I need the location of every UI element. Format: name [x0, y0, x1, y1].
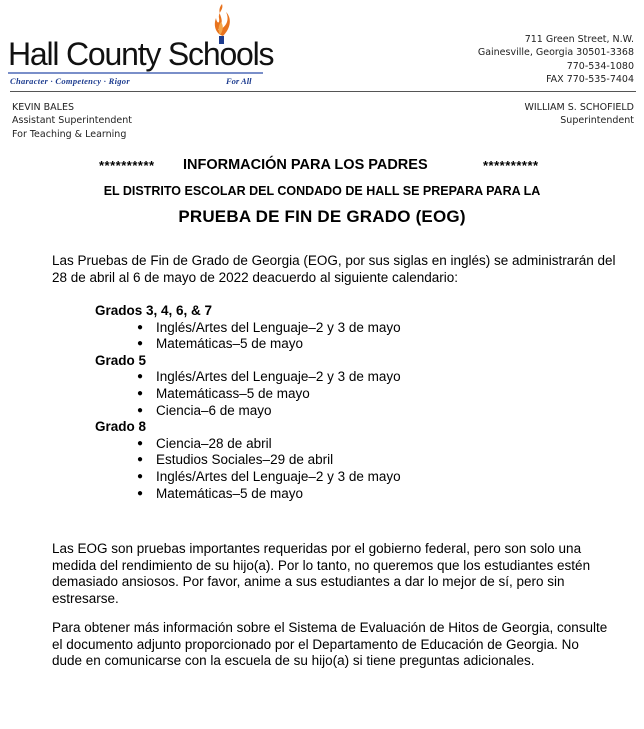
- notice-title: INFORMACIÓN PARA LOS PADRES: [183, 157, 428, 173]
- schedule-item-text: Matemáticas–5 de mayo: [156, 485, 304, 501]
- schedule-item: [95, 320, 401, 337]
- letterhead-divider: [10, 91, 636, 92]
- grade-block: [95, 419, 401, 502]
- superintendent-block: [524, 101, 634, 128]
- schedule-item: [95, 369, 401, 386]
- bullet-icon: ●: [137, 454, 144, 466]
- logo-wordmark: Hall County Schools: [8, 36, 274, 72]
- bullet-icon: ●: [137, 321, 144, 333]
- schedule-item-text: Matemáticas–5 de mayo: [156, 336, 304, 352]
- official-title: Assistant Superintendent: [12, 115, 133, 127]
- bullet-icon: ●: [137, 387, 144, 399]
- official-title: Superintendent: [560, 115, 634, 127]
- bullet-icon: ●: [137, 338, 144, 350]
- schedule-item: [95, 386, 401, 403]
- grade-label: Grados 3, 4, 6, & 7: [95, 303, 213, 318]
- schedule-item-text: Matemáticass–5 de mayo: [156, 385, 310, 401]
- notice-heading: [0, 157, 644, 177]
- schedule-item-text: Inglés/Artes del Lenguaje–2 y 3 de mayo: [156, 319, 401, 335]
- schedule-item-text: Ciencia–6 de mayo: [156, 402, 272, 418]
- assistant-superintendent-block: [12, 101, 132, 141]
- logo-underline: [8, 72, 263, 74]
- schedule-item-text: Estudios Sociales–29 de abril: [156, 452, 334, 468]
- schedule-item: [95, 403, 401, 420]
- grade-block: [95, 303, 401, 353]
- bullet-icon: ●: [137, 470, 144, 482]
- logo-tagline-right: For All: [226, 76, 252, 86]
- document-title: PRUEBA DE FIN DE GRADO (EOG): [178, 207, 466, 226]
- schedule-item-text: Inglés/Artes del Lenguaje–2 y 3 de mayo: [156, 369, 401, 385]
- schedule-item: [95, 452, 401, 469]
- logo-tagline: Character · Competency · Rigor: [10, 76, 130, 86]
- schedule-item: [95, 486, 401, 503]
- test-schedule: [95, 303, 401, 502]
- bullet-icon: ●: [137, 371, 144, 383]
- schedule-item-text: Ciencia–28 de abril: [156, 435, 272, 451]
- schedule-item-text: Inglés/Artes del Lenguaje–2 y 3 de mayo: [156, 468, 401, 484]
- address-line: 711 Green Street, N.W.: [524, 34, 634, 45]
- importance-paragraph: Las EOG son pruebas importantes requeridas por el gobierno federal, pero son solo una medida del rendimiento de su hijo(a). Por lo tanto, no queremos que los estudiantes estén demasiado ansiosos. Por favor, anime a sus estudiantes a dar lo mejor de sí, pero sin estresarse.: [52, 541, 591, 606]
- schedule-item: [95, 469, 401, 486]
- stars-right: **********: [483, 158, 539, 173]
- bullet-icon: ●: [137, 404, 144, 416]
- schedule-item: [95, 336, 401, 353]
- notice-subheading: EL DISTRITO ESCOLAR DEL CONDADO DE HALL SE PREPARA PARA LA: [103, 184, 541, 198]
- official-title: For Teaching & Learning: [12, 128, 127, 140]
- intro-paragraph: Las Pruebas de Fin de Grado de Georgia (EOG, por sus siglas en inglés) se administrarán del 28 de abril al 6 de mayo de 2022 deacuerdo al siguiente calendario:: [52, 253, 616, 285]
- stars-left: **********: [99, 158, 155, 173]
- grade-label: Grado 8: [95, 419, 147, 435]
- bullet-icon: ●: [137, 437, 144, 449]
- phone-line: 770-534-1080: [566, 60, 634, 72]
- bullet-icon: ●: [137, 487, 144, 499]
- school-logo: [8, 2, 274, 86]
- grade-label: Grado 5: [95, 352, 147, 368]
- schedule-item: [95, 436, 401, 453]
- district-address: [478, 33, 634, 86]
- grade-block: [95, 353, 401, 419]
- official-name: KEVIN BALES: [12, 102, 75, 113]
- fax-line: FAX 770-535-7404: [546, 73, 634, 85]
- address-line: Gainesville, Georgia 30501-3368: [477, 47, 634, 59]
- more-info-paragraph: Para obtener más información sobre el Sistema de Evaluación de Hitos de Georgia, consulte el documento adjunto proporcionado por el Departamento de Educación de Georgia. No dude en comunicarse con la escuela de su hijo(a) si tiene preguntas adicionales.: [52, 620, 608, 668]
- official-name: WILLIAM S. SCHOFIELD: [524, 102, 634, 113]
